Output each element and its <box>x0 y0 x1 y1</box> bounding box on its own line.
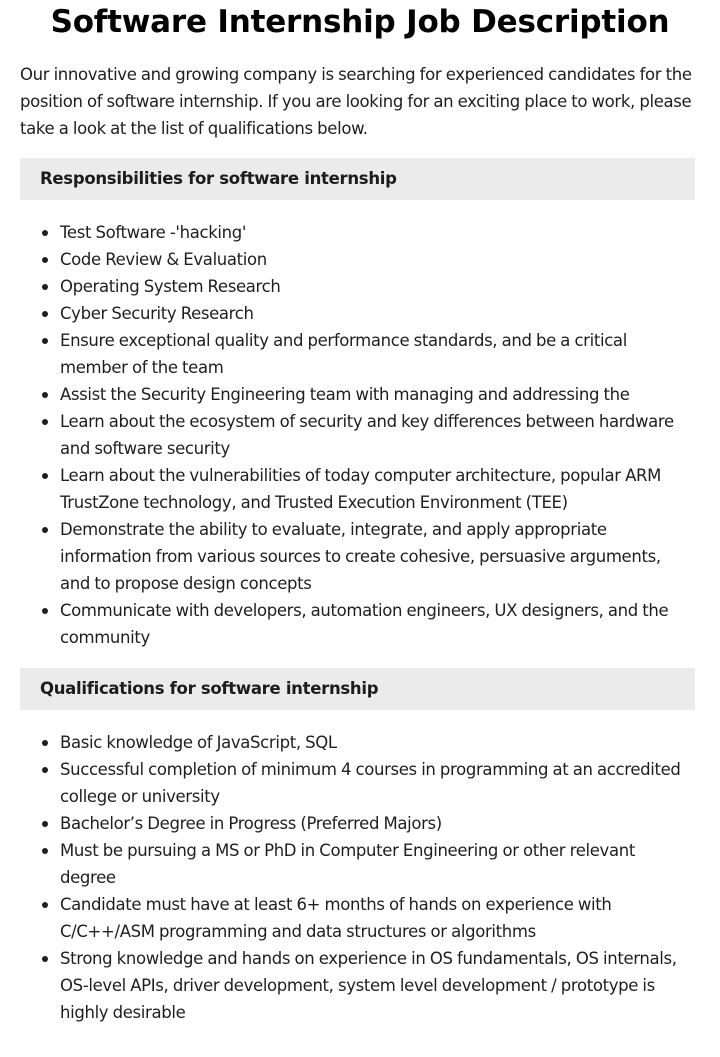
bullet-icon <box>42 902 48 908</box>
list-item-text: Assist the Security Engineering team with managing and addressing the <box>60 385 630 404</box>
list-item-text: Successful completion of minimum 4 courses in programming at an accredited college or university <box>60 760 681 806</box>
page-title: Software Internship Job Description <box>50 4 670 40</box>
list-item-text: Basic knowledge of JavaScript, SQL <box>60 733 337 752</box>
list-item-text: Test Software -'hacking' <box>60 223 247 242</box>
bullet-icon <box>42 821 48 827</box>
list-item <box>20 756 695 810</box>
list-item-text: Cyber Security Research <box>60 304 254 323</box>
list-item-text: Candidate must have at least 6+ months of hands on experience with C/C++/ASM programming and data structures or algorithms <box>60 895 612 941</box>
list-item-text: Code Review & Evaluation <box>60 250 267 269</box>
list-item-text: Learn about the ecosystem of security and key differences between hardware and software security <box>60 412 674 458</box>
bullet-icon <box>42 848 48 854</box>
list-item <box>20 837 695 891</box>
bullet-icon <box>42 257 48 263</box>
bullet-icon <box>42 419 48 425</box>
qualifications-heading: Qualifications for software internship <box>20 668 695 710</box>
list-item <box>20 597 695 651</box>
list-item <box>20 327 695 381</box>
list-item <box>20 462 695 516</box>
bullet-icon <box>42 473 48 479</box>
list-item <box>20 891 695 945</box>
list-item-text: Demonstrate the ability to evaluate, integrate, and apply appropriate information from various sources to create cohesive, persuasive arguments, and to propose design concepts <box>60 520 661 593</box>
list-item <box>20 810 695 837</box>
bullet-icon <box>42 740 48 746</box>
list-item <box>20 273 695 300</box>
list-item-text: Operating System Research <box>60 277 281 296</box>
responsibilities-heading: Responsibilities for software internship <box>20 158 695 200</box>
list-item <box>20 945 695 1026</box>
list-item <box>20 408 695 462</box>
bullet-icon <box>42 284 48 290</box>
list-item-text: Ensure exceptional quality and performance standards, and be a critical member of the team <box>60 331 627 377</box>
list-item <box>20 729 695 756</box>
responsibilities-list <box>20 219 695 651</box>
list-item <box>20 300 695 327</box>
list-item <box>20 246 695 273</box>
bullet-icon <box>42 230 48 236</box>
bullet-icon <box>42 311 48 317</box>
bullet-icon <box>42 527 48 533</box>
list-item-text: Strong knowledge and hands on experience in OS fundamentals, OS internals, OS-level APIs, driver development, system level development / prototype is highly desirable <box>60 949 677 1022</box>
list-item-text: Bachelor’s Degree in Progress (Preferred Majors) <box>60 814 442 833</box>
intro-paragraph: Our innovative and growing company is searching for experienced candidates for the position of software internship. If you are looking for an exciting place to work, please take a look at the list of qualifications below. <box>20 65 692 138</box>
list-item <box>20 381 695 408</box>
list-item-text: Communicate with developers, automation engineers, UX designers, and the community <box>60 601 669 647</box>
bullet-icon <box>42 338 48 344</box>
bullet-icon <box>42 608 48 614</box>
bullet-icon <box>42 767 48 773</box>
list-item <box>20 219 695 246</box>
list-item-text: Learn about the vulnerabilities of today computer architecture, popular ARM TrustZone technology, and Trusted Execution Environment (TEE) <box>60 466 662 512</box>
bullet-icon <box>42 956 48 962</box>
list-item <box>20 516 695 597</box>
bullet-icon <box>42 392 48 398</box>
qualifications-list <box>20 729 695 1026</box>
list-item-text: Must be pursuing a MS or PhD in Computer Engineering or other relevant degree <box>60 841 635 887</box>
